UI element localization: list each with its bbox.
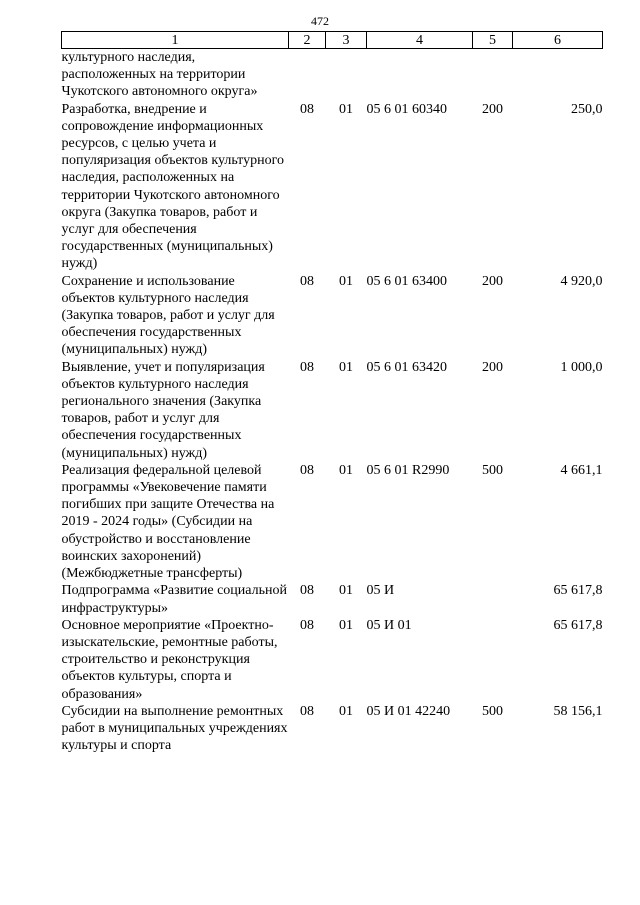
row-expense <box>473 49 513 101</box>
row-target: 05 И <box>366 583 395 599</box>
table-header-row <box>62 32 603 49</box>
row-section <box>289 49 326 101</box>
row-section: 08 <box>300 273 314 289</box>
row-name: Реализация федеральной целевой программы «Увековечение памяти погибших при защите Отечества на 2019 - 2024 годы» (Субсидии на обустройство и восстановление воинских захоронений) (Межбюджетные трансферты) <box>61 462 275 582</box>
row-section: 08 <box>300 462 314 478</box>
row-name: Выявление, учет и популяризация объектов культурного наследия регионального значения (Закупка товаров, работ и услуг для обеспечения государственных (муниципальных) нужд) <box>61 359 265 461</box>
row-expense: 200 <box>482 101 503 117</box>
row-expense <box>473 617 513 703</box>
row-amount: 4 920,0 <box>560 273 603 289</box>
row-subsection: 01 <box>339 462 353 478</box>
table-row <box>62 617 603 703</box>
page-number: 472 <box>311 14 329 28</box>
table-row <box>62 703 603 755</box>
row-name: культурного наследия, расположенных на территории Чукотского автономного округа» <box>61 50 258 100</box>
row-expense: 500 <box>482 462 503 478</box>
row-target: 05 6 01 R2990 <box>366 462 450 478</box>
row-target: 05 6 01 63400 <box>366 273 447 289</box>
table-row <box>62 273 603 359</box>
row-name: Подпрограмма «Развитие социальной инфраструктуры» <box>61 583 287 616</box>
row-target <box>367 49 473 101</box>
row-section: 08 <box>300 359 314 375</box>
row-subsection: 01 <box>339 583 353 599</box>
row-expense: 200 <box>482 273 503 289</box>
row-name: Сохранение и использование объектов культурного наследия (Закупка товаров, работ и услуг для обеспечения государственных (муниципальных) нужд) <box>61 273 275 358</box>
row-amount: 65 617,8 <box>553 583 603 599</box>
row-amount <box>513 49 603 101</box>
column-header-3: 3 <box>326 32 367 49</box>
table-row <box>62 49 603 101</box>
table-row <box>62 582 603 616</box>
row-expense: 500 <box>482 703 503 719</box>
column-header-1: 1 <box>62 32 289 49</box>
row-section: 08 <box>300 101 314 117</box>
row-name: Субсидии на выполнение ремонтных работ в муниципальных учреждениях культуры и спорта <box>61 703 288 754</box>
row-name: Разработка, внедрение и сопровождение информационных ресурсов, с целью учета и популяризация объектов культурного наследия, расположенных на территории Чукотского автономного округа (Закупка товаров, работ и услуг для обеспечения государственных (муниципальных) нужд) <box>61 101 284 272</box>
row-section: 08 <box>300 703 314 719</box>
table-row <box>62 462 603 582</box>
column-header-5: 5 <box>473 32 513 49</box>
row-subsection <box>326 49 367 101</box>
row-amount: 1 000,0 <box>560 359 603 375</box>
row-section: 08 <box>300 617 314 633</box>
row-amount: 250,0 <box>571 101 603 117</box>
row-amount: 4 661,1 <box>560 462 603 478</box>
row-target: 05 И 01 42240 <box>366 703 451 719</box>
column-header-2: 2 <box>289 32 326 49</box>
row-section: 08 <box>300 583 314 599</box>
row-target: 05 6 01 60340 <box>366 101 447 117</box>
row-amount: 65 617,8 <box>553 617 603 633</box>
column-header-6: 6 <box>513 32 603 49</box>
row-subsection: 01 <box>339 703 353 719</box>
table-row <box>62 359 603 462</box>
column-header-4: 4 <box>367 32 473 49</box>
row-amount: 58 156,1 <box>553 703 603 719</box>
row-subsection: 01 <box>339 101 353 117</box>
budget-table <box>61 31 603 754</box>
row-expense <box>473 582 513 616</box>
row-target: 05 И 01 <box>366 617 412 633</box>
row-expense: 200 <box>482 359 503 375</box>
row-target: 05 6 01 63420 <box>366 359 447 375</box>
row-subsection: 01 <box>339 273 353 289</box>
row-subsection: 01 <box>339 359 353 375</box>
row-name: Основное мероприятие «Проектно-изыскательские, ремонтные работы, строительство и реконструкция объектов культуры, спорта и образования» <box>61 617 278 702</box>
table-row <box>62 101 603 273</box>
row-subsection: 01 <box>339 617 353 633</box>
